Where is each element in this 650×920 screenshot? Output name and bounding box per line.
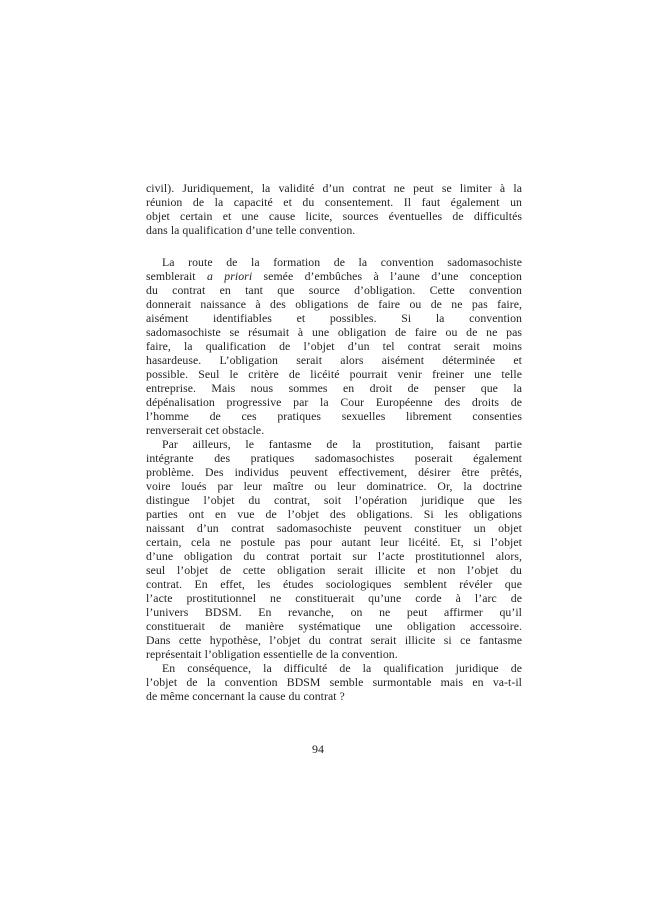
text-line bbox=[146, 255, 522, 269]
text-segment: représentait l’obligation essentielle de la convention. bbox=[146, 647, 398, 661]
text-segment: semée d’embûches à l’aune d’une conception bbox=[252, 269, 522, 283]
text-segment: distingue l’objet du contrat, soit l’opération juridique que les bbox=[146, 493, 522, 507]
text-segment: dans la qualification d’une telle convention. bbox=[146, 223, 356, 237]
text-segment: objet certain et une cause licite, sources éventuelles de difficultés bbox=[146, 209, 522, 223]
text-segment: parties ont en vue de l’objet des obligations. Si les obligations bbox=[146, 507, 522, 521]
text-line bbox=[146, 325, 522, 339]
text-segment: entreprise. Mais nous sommes en droit de penser que la bbox=[146, 381, 522, 395]
text-line bbox=[146, 619, 522, 633]
text-line bbox=[146, 297, 522, 311]
text-segment: de même concernant la cause du contrat ? bbox=[146, 689, 345, 703]
text-line bbox=[146, 451, 522, 465]
text-line bbox=[146, 423, 522, 437]
text-line bbox=[146, 647, 522, 661]
text-segment: naissant d’un contrat sadomasochiste peuvent constituer un objet bbox=[146, 521, 522, 535]
text-line bbox=[146, 479, 522, 493]
text-segment: Par ailleurs, le fantasme de la prostitution, faisant partie bbox=[162, 437, 522, 451]
page-number: 94 bbox=[312, 742, 324, 756]
text-segment: du contrat en tant que source d’obligation. Cette convention bbox=[146, 283, 522, 297]
text-segment: constituerait de manière systématique une obligation accessoire. bbox=[146, 619, 522, 633]
text-segment: problème. Des individus peuvent effectivement, désirer être prêtés, bbox=[146, 465, 522, 479]
text-segment: civil). Juridiquement, la validité d’un contrat ne peut se limiter à la bbox=[146, 181, 522, 195]
text-segment: sadomasochiste se résumait à une obligation de faire ou de ne pas bbox=[146, 325, 522, 339]
text-line bbox=[146, 437, 522, 451]
text-line bbox=[146, 661, 522, 675]
text-segment: donnerait naissance à des obligations de faire ou de ne pas faire, bbox=[146, 297, 522, 311]
text-segment: certain, cela ne postule pas pour autant leur licéité. Et, si l’objet bbox=[146, 535, 522, 549]
text-line bbox=[146, 507, 522, 521]
text-segment: En conséquence, la difficulté de la qualification juridique de bbox=[162, 661, 522, 675]
text-line bbox=[146, 269, 522, 283]
text-segment: semblerait bbox=[146, 269, 207, 283]
paragraph bbox=[146, 661, 522, 703]
paragraph bbox=[146, 181, 522, 237]
text-segment: d’une obligation du contrat portait sur l’acte prostitutionnel alors, bbox=[146, 549, 522, 563]
text-line bbox=[146, 675, 522, 689]
paragraph bbox=[146, 437, 522, 661]
text-line bbox=[146, 409, 522, 423]
text-segment: voire loués par leur maître ou leur dominatrice. Or, la doctrine bbox=[146, 479, 522, 493]
text-line bbox=[146, 465, 522, 479]
text-line bbox=[146, 381, 522, 395]
text-line bbox=[146, 689, 522, 703]
text-line bbox=[146, 605, 522, 619]
text-segment: intégrante des pratiques sadomasochistes poserait également bbox=[146, 451, 522, 465]
text-segment: seul l’objet de cette obligation serait illicite et non l’objet du bbox=[146, 563, 522, 577]
text-line bbox=[146, 195, 522, 209]
text-segment: possible. Seul le critère de licéité pourrait venir freiner une telle bbox=[146, 367, 522, 381]
text-line bbox=[146, 181, 522, 195]
text-segment: aisément identifiables et possibles. Si la convention bbox=[146, 311, 522, 325]
text-line bbox=[146, 591, 522, 605]
text-segment: La route de la formation de la convention sadomasochiste bbox=[162, 255, 522, 269]
text-segment: renverserait cet obstacle. bbox=[146, 423, 265, 437]
text-segment: l’univers BDSM. En revanche, on ne peut affirmer qu’il bbox=[146, 605, 522, 619]
italic-text-segment: a priori bbox=[207, 269, 253, 283]
text-line bbox=[146, 563, 522, 577]
text-line bbox=[146, 209, 522, 223]
text-line bbox=[146, 339, 522, 353]
text-line bbox=[146, 493, 522, 507]
text-segment: Dans cette hypothèse, l’objet du contrat serait illicite si ce fantasme bbox=[146, 633, 522, 647]
text-line bbox=[146, 521, 522, 535]
text-line bbox=[146, 633, 522, 647]
text-segment: dépénalisation progressive par la Cour Européenne des droits de bbox=[146, 395, 522, 409]
text-line bbox=[146, 535, 522, 549]
text-segment: réunion de la capacité et du consentement. Il faut également un bbox=[146, 195, 522, 209]
text-segment: l’homme de ces pratiques sexuelles librement consenties bbox=[146, 409, 522, 423]
text-line bbox=[146, 367, 522, 381]
text-line bbox=[146, 223, 522, 237]
text-line bbox=[146, 311, 522, 325]
text-line bbox=[146, 395, 522, 409]
text-segment: hasardeuse. L’obligation serait alors aisément déterminée et bbox=[146, 353, 522, 367]
text-line bbox=[146, 577, 522, 591]
text-line bbox=[146, 353, 522, 367]
text-block bbox=[146, 181, 522, 703]
text-segment: l’acte prostitutionnel ne constituerait qu’une corde à l’arc de bbox=[146, 591, 522, 605]
text-segment: faire, la qualification de l’objet d’un tel contrat serait moins bbox=[146, 339, 522, 353]
text-line bbox=[146, 283, 522, 297]
text-segment: contrat. En effet, les études sociologiques semblent révéler que bbox=[146, 577, 522, 591]
paragraph bbox=[146, 255, 522, 437]
text-segment: l’objet de la convention BDSM semble surmontable mais en va-t-il bbox=[146, 675, 522, 689]
text-line bbox=[146, 549, 522, 563]
